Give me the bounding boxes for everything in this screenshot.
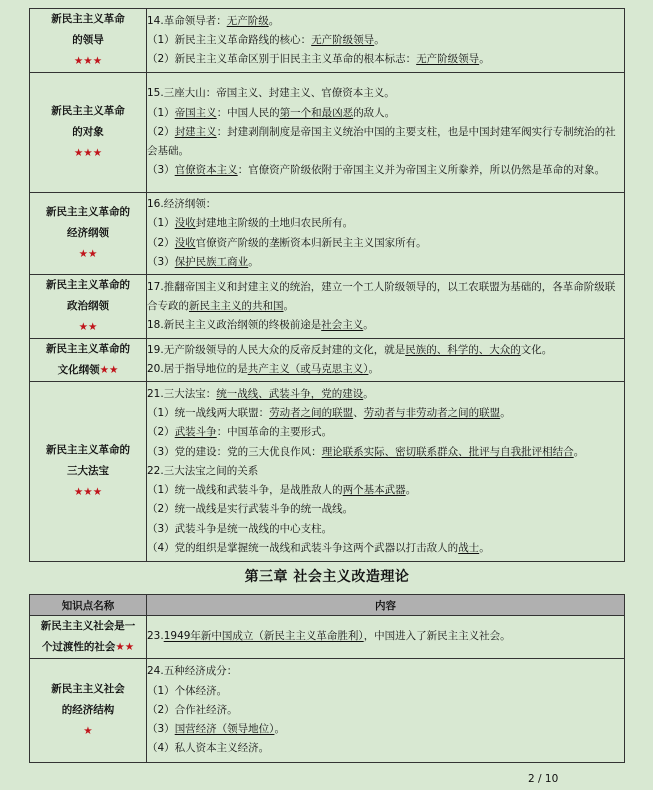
topic-label-text: 新民主主义革命 <box>51 105 125 117</box>
key-term: 保护民族工商业 <box>174 255 249 268</box>
topic-label <box>30 440 146 461</box>
table-row <box>30 193 625 275</box>
content-text: 18.新民主主义政治纲领的终极前途是 <box>147 319 322 332</box>
content-text: （2） <box>147 125 175 138</box>
topic-cell <box>30 659 147 763</box>
importance-stars: ★ <box>83 725 93 737</box>
importance-stars: ★★ <box>115 641 135 653</box>
key-term: 国营经济（领导地位） <box>174 723 275 736</box>
content-line <box>147 443 624 462</box>
content-line <box>147 404 624 423</box>
topic-label-text: 的领导 <box>72 34 104 46</box>
topic-label-text: 新民主主义革命 <box>51 13 125 25</box>
topic-label <box>30 700 146 721</box>
content-text: 。 <box>363 387 374 400</box>
topic-label-text: 文化纲领 <box>57 364 100 376</box>
key-term: 劳动者与非劳动者之间的联盟 <box>363 406 501 419</box>
knowledge-table-chapter3 <box>29 594 625 763</box>
topic-label <box>30 223 146 244</box>
content-line <box>147 682 624 701</box>
topic-label <box>30 275 146 296</box>
key-term: 劳动者之间的联盟 <box>269 406 354 419</box>
key-term: 新民主主义的共和国 <box>189 299 284 312</box>
topic-label <box>30 101 146 122</box>
key-term: 没收 <box>174 236 196 249</box>
content-line <box>147 31 624 50</box>
key-term: 理论联系实际、密切联系群众、批评与自我批评相结合 <box>321 445 574 458</box>
content-text: （1）新民主主义革命路线的核心： <box>147 33 312 46</box>
content-line <box>147 481 624 500</box>
content-cell <box>147 73 625 193</box>
key-term: 无产阶级领导 <box>311 33 375 46</box>
key-term: 战士 <box>458 542 480 555</box>
table-row <box>30 382 625 562</box>
content-text: 。 <box>274 723 285 736</box>
content-text: 20.居于指导地位的是 <box>147 363 248 375</box>
content-text: 15.三座大山：帝国主义、封建主义、官僚资本主义。 <box>147 87 395 100</box>
content-line <box>147 385 624 404</box>
content-cell <box>147 193 625 275</box>
content-text: 16.经济纲领： <box>147 197 217 210</box>
chapter-title: 第三章 社会主义改造理论 <box>244 569 410 585</box>
topic-label <box>30 360 146 381</box>
topic-label-text: 新民主主义革命的 <box>46 206 130 218</box>
content-text: 21.三大法宝： <box>147 387 217 400</box>
content-text: （3） <box>147 723 175 736</box>
key-term: 民族的、科学的、大众的 <box>405 343 521 356</box>
topic-label-text: 经济纲领 <box>67 227 109 239</box>
content-text: （1） <box>147 106 175 119</box>
topic-label <box>30 339 146 360</box>
content-text: ：中国革命的主要形式。 <box>216 426 333 439</box>
table-row <box>30 659 625 763</box>
content-line <box>147 161 624 180</box>
key-term: 官僚资本主义 <box>174 164 238 177</box>
content-text: ：中国人民的 <box>216 106 280 119</box>
content-line <box>147 316 624 335</box>
key-term: 社会主义 <box>321 319 364 332</box>
knowledge-table-chapter2 <box>29 8 625 562</box>
key-term: 1949年新中国成立（新民主主义革命胜利） <box>163 630 364 643</box>
content-text: 的敌人。 <box>353 106 396 119</box>
content-line <box>147 214 624 233</box>
content-cell <box>147 339 625 382</box>
content-text: 。 <box>500 406 511 419</box>
topic-cell <box>30 616 147 659</box>
key-term: 共产主义（或马克思主义） <box>247 363 369 375</box>
content-line <box>147 500 624 519</box>
topic-label-text: 新民主主义社会是一 <box>40 620 136 632</box>
content-text: （2） <box>147 426 175 439</box>
topic-cell <box>30 382 147 562</box>
key-term: 帝国主义 <box>174 106 217 119</box>
content-line <box>147 195 624 214</box>
content-line <box>147 462 624 481</box>
importance-stars: ★★★ <box>73 147 103 159</box>
key-term: 封建主义 <box>174 125 217 138</box>
topic-label-text: 个过渡性的社会 <box>41 641 116 653</box>
content-text: 19.无产阶级领导的人民大众的反帝反封建的文化，就是 <box>147 343 406 356</box>
table-row <box>30 9 625 73</box>
topic-label-text: 新民主主义社会 <box>51 683 125 695</box>
content-line <box>147 739 624 758</box>
content-text: 。 <box>374 33 385 46</box>
content-text: （1） <box>147 217 175 230</box>
content-text: 。 <box>368 363 379 375</box>
content-line <box>147 234 624 253</box>
content-line <box>147 253 624 272</box>
content-line <box>147 662 624 681</box>
topic-label-text: 三大法宝 <box>67 465 109 477</box>
content-line <box>147 12 624 31</box>
column-header-content: 内容 <box>147 595 625 616</box>
content-text: （4）私人资本主义经济。 <box>147 742 270 755</box>
content-text: （3） <box>147 255 175 268</box>
topic-label <box>30 637 146 658</box>
content-text: （2） <box>147 236 175 249</box>
topic-cell <box>30 193 147 275</box>
content-text: 。 <box>363 319 374 332</box>
content-text: （2）合作社经济。 <box>147 703 238 716</box>
content-text: ：官僚资产阶级依附于帝国主义并为帝国主义所豢养，所以仍然是革命的对象。 <box>237 164 606 177</box>
topic-cell <box>30 275 147 339</box>
topic-label <box>30 202 146 223</box>
content-text: 、 <box>353 406 364 419</box>
content-text: （1）个体经济。 <box>147 684 228 697</box>
key-term: 第一个和最凶恶 <box>279 106 354 119</box>
key-term: 无产阶级领导 <box>416 53 480 66</box>
content-text: 。 <box>405 484 417 497</box>
topic-label-text: 新民主主义革命的 <box>46 343 130 355</box>
content-line <box>147 720 624 739</box>
content-text: 。 <box>283 299 294 312</box>
content-line <box>147 50 624 69</box>
content-text: 。 <box>573 445 585 458</box>
topic-label-text: 的对象 <box>72 126 104 138</box>
key-term: 武装斗争 <box>174 426 217 439</box>
content-text: （3） <box>147 164 175 177</box>
topic-label <box>30 296 146 317</box>
table-row <box>30 275 625 339</box>
topic-cell <box>30 73 147 193</box>
table-row <box>30 616 625 659</box>
content-text: ：封建剥削制度是帝国主义统治中国的主要支柱，也是中国封建军阀实行专制统治的社会基础。 <box>147 125 616 158</box>
content-cell <box>147 9 625 73</box>
content-line <box>147 104 624 123</box>
content-line <box>147 360 624 379</box>
content-text: 。 <box>268 14 280 27</box>
content-line <box>147 341 624 360</box>
importance-stars: ★★ <box>99 364 119 376</box>
column-header-topic: 知识点名称 <box>30 595 147 616</box>
topic-label <box>30 122 146 143</box>
content-text: 官僚资产阶级的垄断资本归新民主主义国家所有。 <box>195 236 427 249</box>
content-text: 。 <box>248 255 259 268</box>
content-line <box>147 423 624 442</box>
importance-stars: ★★ <box>78 321 98 333</box>
key-term: 两个基本武器 <box>342 484 406 497</box>
content-line <box>147 84 624 103</box>
topic-label <box>30 461 146 482</box>
content-text: 。 <box>479 542 490 555</box>
content-text: 23. <box>147 630 164 643</box>
key-term: 没收 <box>174 217 196 230</box>
content-line <box>147 539 624 558</box>
page-number: 2 / 10 <box>528 773 559 785</box>
content-text: （2）新民主主义革命区别于旧民主主义革命的根本标志： <box>147 53 417 66</box>
topic-label <box>30 30 146 51</box>
content-text: （2）统一战线是实行武装斗争的统一战线。 <box>147 503 354 516</box>
content-line <box>147 520 624 539</box>
key-term: 统一战线、武装斗争，党的建设 <box>216 387 364 400</box>
table-row <box>30 339 625 382</box>
content-text: （1）统一战线和武装斗争，是战胜敌人的 <box>147 484 343 497</box>
content-text: （1）统一战线两大联盟： <box>147 406 270 419</box>
content-line <box>147 701 624 720</box>
content-text: 。 <box>479 53 490 66</box>
key-term: 无产阶级 <box>226 14 269 27</box>
content-line <box>147 627 624 646</box>
content-line <box>147 278 624 317</box>
content-text: 22.三大法宝之间的关系 <box>147 464 259 477</box>
importance-stars: ★★★ <box>73 55 103 67</box>
content-text: 17.推翻帝国主义和封建主义的统治，建立一个工人阶级领导的，以工农联盟为基础的，各革命阶级联合专政的 <box>147 280 616 312</box>
content-text: 文化。 <box>520 343 553 356</box>
content-text: （4）党的组织是掌握统一战线和武装斗争这两个武器以打击敌人的 <box>147 542 459 555</box>
content-cell <box>147 382 625 562</box>
topic-label-text: 政治纲领 <box>67 300 109 312</box>
topic-label <box>30 616 146 637</box>
content-text: ，中国进入了新民主主义社会。 <box>363 630 511 643</box>
importance-stars: ★★ <box>78 248 98 260</box>
content-cell <box>147 275 625 339</box>
content-text: （3）党的建设：党的三大优良作风： <box>147 445 322 458</box>
topic-label <box>30 679 146 700</box>
topic-label-text: 的经济结构 <box>61 704 115 716</box>
content-text: 14.革命领导者： <box>147 14 227 27</box>
content-cell <box>147 659 625 763</box>
topic-label-text: 新民主主义革命的 <box>46 444 130 456</box>
content-text: 封建地主阶级的土地归农民所有。 <box>195 217 354 230</box>
topic-label-text: 新民主主义革命的 <box>46 279 130 291</box>
topic-label <box>30 9 146 30</box>
table-row <box>30 73 625 193</box>
importance-stars: ★★★ <box>73 486 103 498</box>
table-header-row <box>30 595 625 616</box>
topic-cell <box>30 9 147 73</box>
content-cell <box>147 616 625 659</box>
content-text: （3）武装斗争是统一战线的中心支柱。 <box>147 522 333 535</box>
content-text: 24.五种经济成分： <box>147 665 238 678</box>
topic-cell <box>30 339 147 382</box>
content-line <box>147 123 624 162</box>
